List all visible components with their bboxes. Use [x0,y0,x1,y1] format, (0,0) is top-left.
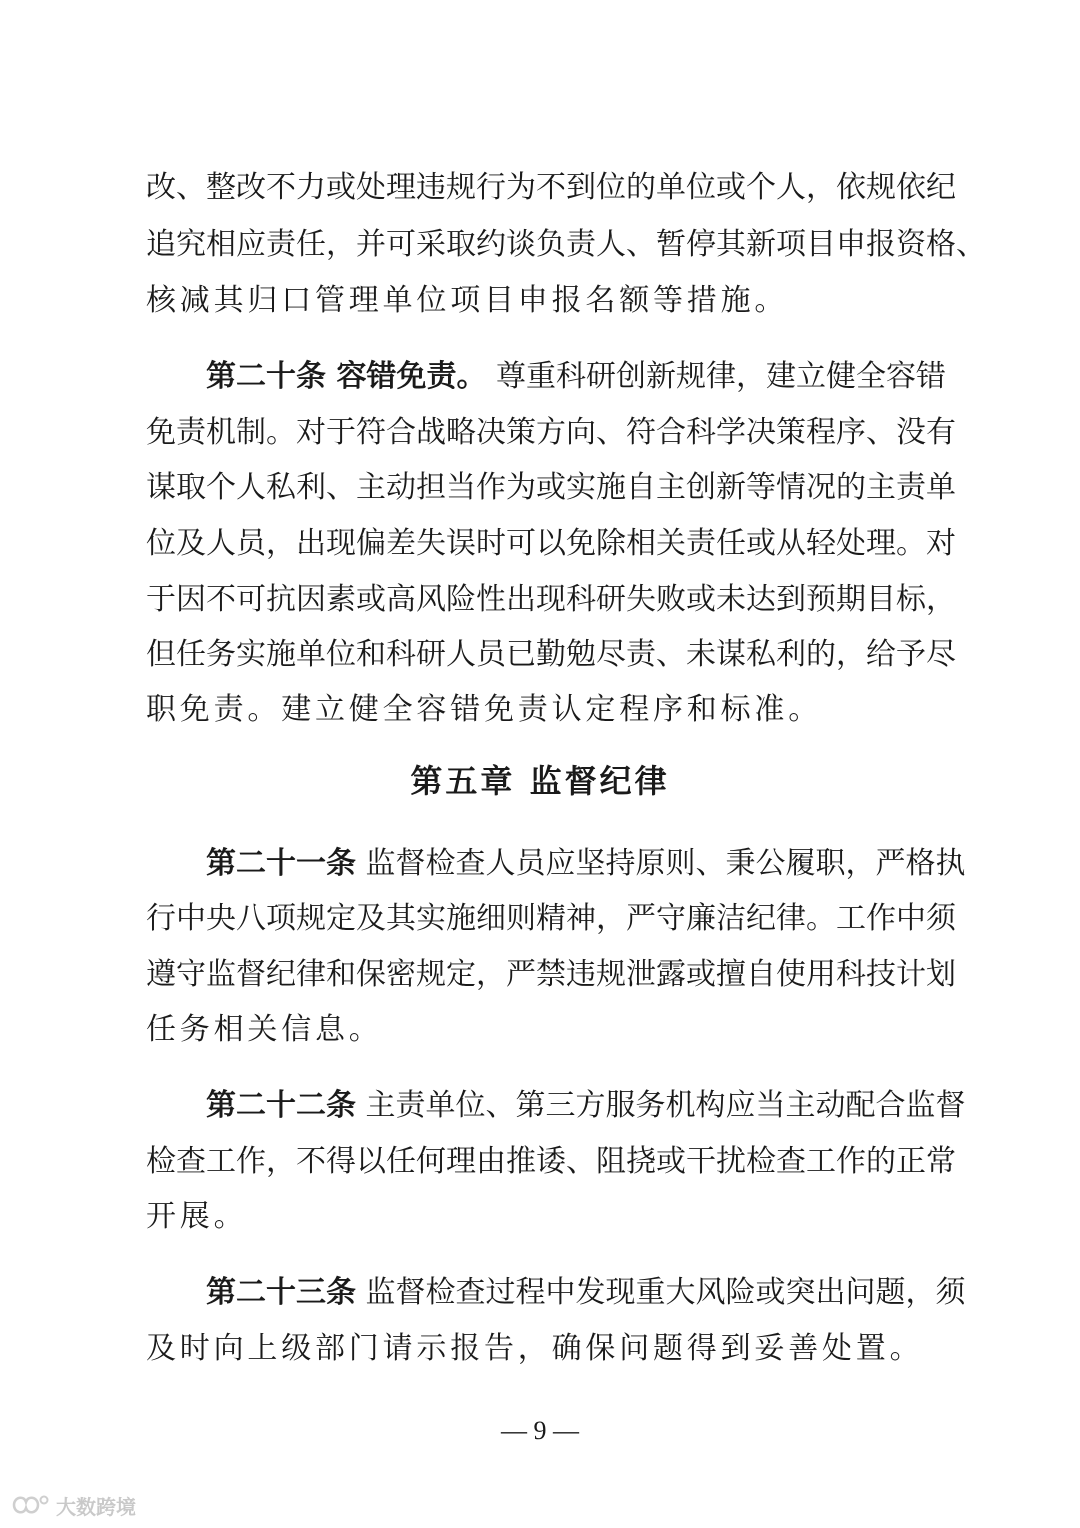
paragraph-line: 追究相应责任，并可采取约谈负责人、暂停其新项目申报资格、 [146,227,986,262]
chapter-title: 第五章 监督纪律 [410,762,670,800]
article-23-first-line [206,1273,966,1313]
paragraph-line: 行中央八项规定及其实施细则精神，严守廉洁纪律。工作中须 [146,901,956,936]
paragraph-line: 改、整改不力或处理违规行为不到位的单位或个人，依规依纪 [146,170,956,205]
paragraph-line: 免责机制。对于符合战略决策方向、符合科学决策程序、没有 [146,415,956,450]
article-20-text: 尊重科研创新规律，建立健全容错 [496,359,946,394]
article-21-text: 监督检查人员应坚持原则、秉公履职，严格执 [365,846,966,881]
paragraph-line: 于因不可抗因素或高风险性出现科研失败或未达到预期目标， [146,582,956,617]
article-22-heading: 第二十二条 [206,1088,356,1123]
article-20-first-line [206,357,946,397]
article-22-first-line [206,1086,966,1126]
page-number: — 9 — [501,1416,579,1445]
paragraph-line: 及时向上级部门请示报告，确保问题得到妥善处置。 [146,1331,924,1366]
paragraph-line: 遵守监督纪律和保密规定，严禁违规泄露或擅自使用科技计划 [146,957,956,992]
article-23-text: 监督检查过程中发现重大风险或突出问题，须 [365,1275,966,1310]
watermark-text: 大数跨境 [56,1494,136,1519]
paragraph-line: 任务相关信息。 [146,1012,383,1047]
paragraph-line: 职免责。建立健全容错免责认定程序和标准。 [146,692,822,727]
article-23-heading: 第二十三条 [206,1275,356,1310]
article-21-first-line [206,844,966,884]
brand-logo-icon [10,1492,50,1518]
paragraph-line: 但任务实施单位和科研人员已勤勉尽责、未谋私利的，给予尽 [146,637,956,672]
watermark [10,1490,136,1520]
paragraph-line: 谋取个人私利、主动担当作为或实施自主创新等情况的主责单 [146,470,956,505]
article-20-heading: 第二十条 容错免责。 [206,359,487,394]
paragraph-line: 开展。 [146,1199,248,1234]
paragraph-line: 核减其归口管理单位项目申报名额等措施。 [146,283,789,318]
article-21-heading: 第二十一条 [206,846,356,881]
paragraph-line: 检查工作，不得以任何理由推诿、阻挠或干扰检查工作的正常 [146,1144,956,1179]
paragraph-line: 位及人员，出现偏差失误时可以免除相关责任或从轻处理。对 [146,526,956,561]
article-22-text: 主责单位、第三方服务机构应当主动配合监督 [365,1088,966,1123]
